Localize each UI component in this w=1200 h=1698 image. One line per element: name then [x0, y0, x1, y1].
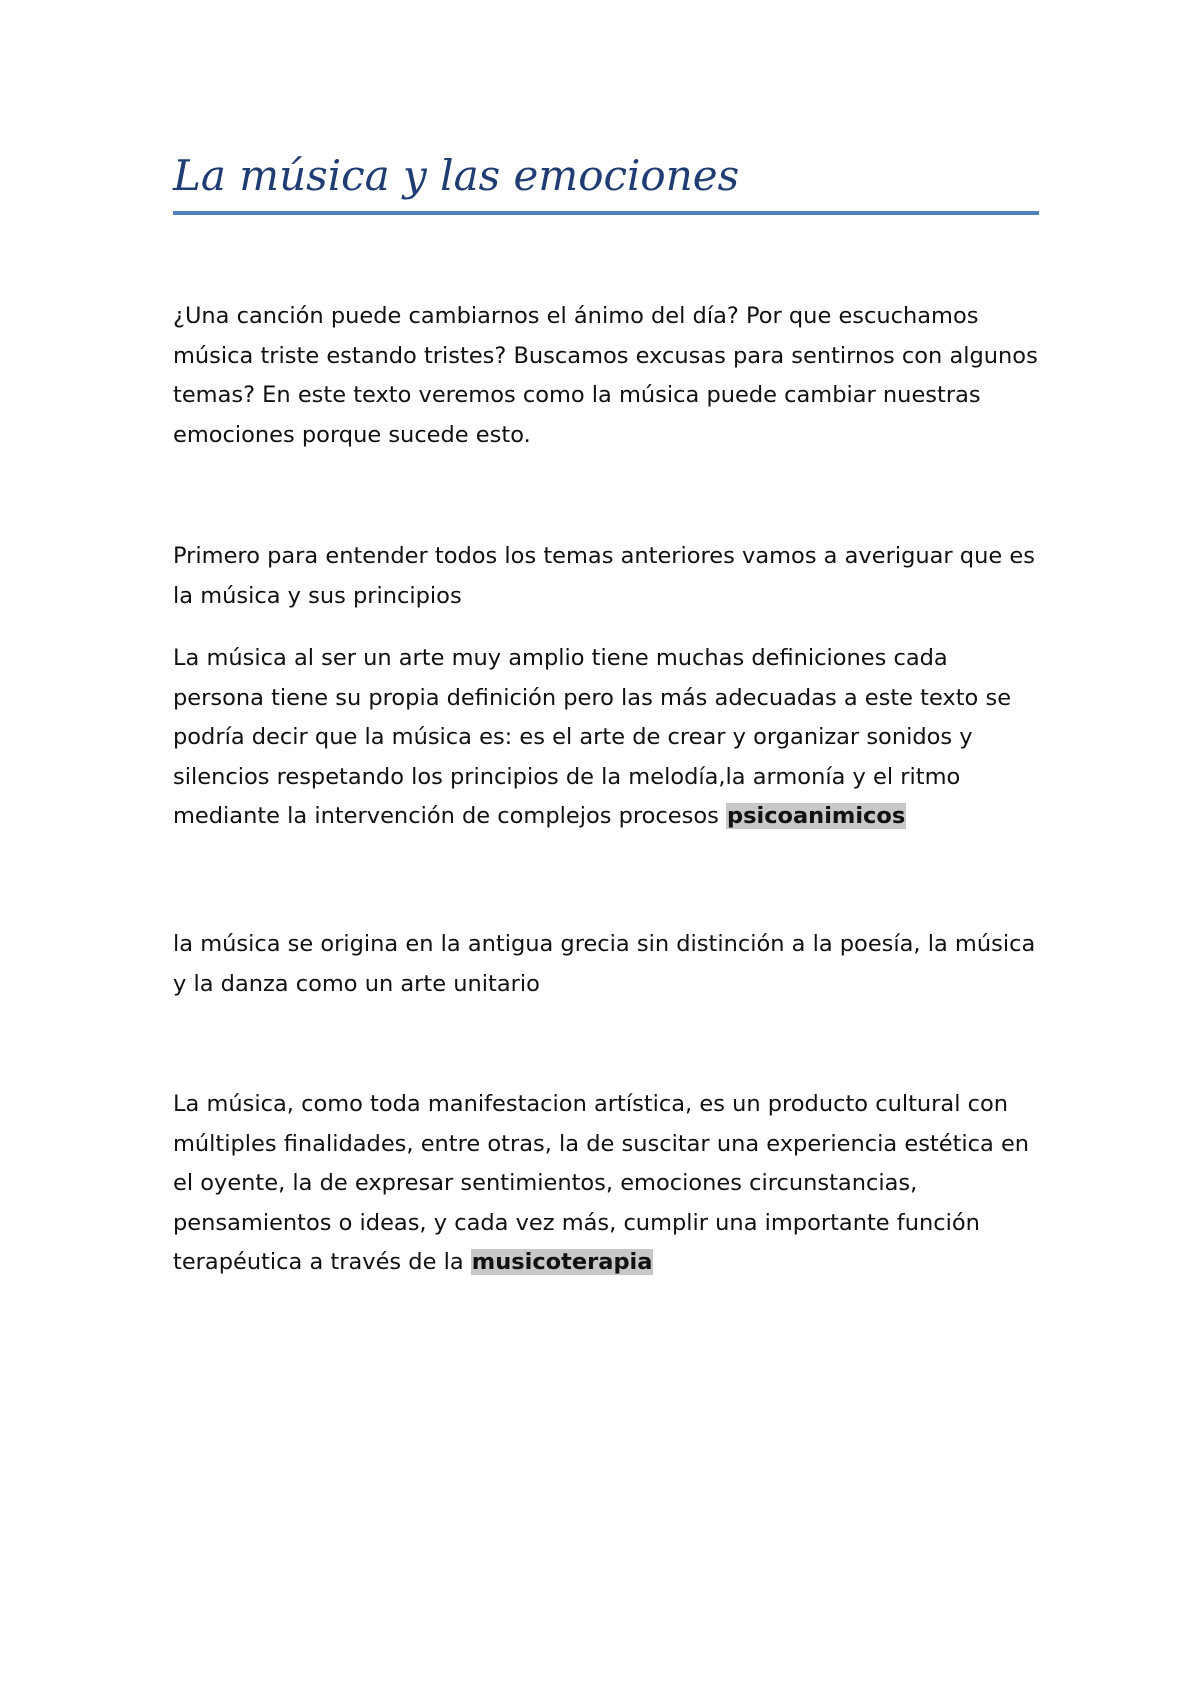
paragraph-text: Primero para entender todos los temas anteriores vamos a averiguar que es la música y sus principios [173, 543, 1035, 609]
paragraph-text: La música al ser un arte muy amplio tiene muchas definiciones cada persona tiene su propia definición pero las más adecuadas a este texto se podría decir que la música es: es el arte de crear y organizar sonidos y silencios respetando los principios de la melodía,la armonía y el ritmo mediante la intervención de complejos procesos [173, 645, 1012, 830]
paragraph-text: La música, como toda manifestacion artística, es un producto cultural con múltiples finalidades, entre otras, la de suscitar una experiencia estética en el oyente, la de expresar sentimientos, emociones circunstancias, pensamientos o ideas, y cada vez más, cumplir una importante función terapéutica a través de la [173, 1091, 1030, 1276]
highlighted-term: musicoterapia [471, 1249, 653, 1276]
paragraph-text: la música se origina en la antigua grecia sin distinción a la poesía, la música y la danza como un arte unitario [173, 931, 1036, 997]
highlighted-term: psicoanimicos [726, 803, 906, 830]
paragraph-purpose [173, 1085, 1039, 1283]
document-title: La música y las emociones [173, 151, 740, 200]
paragraph-definition [173, 639, 1039, 837]
title-underline [173, 211, 1039, 215]
paragraph-definition-intro [173, 537, 1039, 616]
paragraph-text: ¿Una canción puede cambiarnos el ánimo del día? Por que escuchamos música triste estando tristes? Buscamos excusas para sentirnos con algunos temas? En este texto veremos como la música puede cambiar nuestras emociones porque sucede esto. [173, 303, 1038, 448]
paragraph-origin [173, 925, 1039, 1004]
paragraph-intro [173, 297, 1039, 455]
